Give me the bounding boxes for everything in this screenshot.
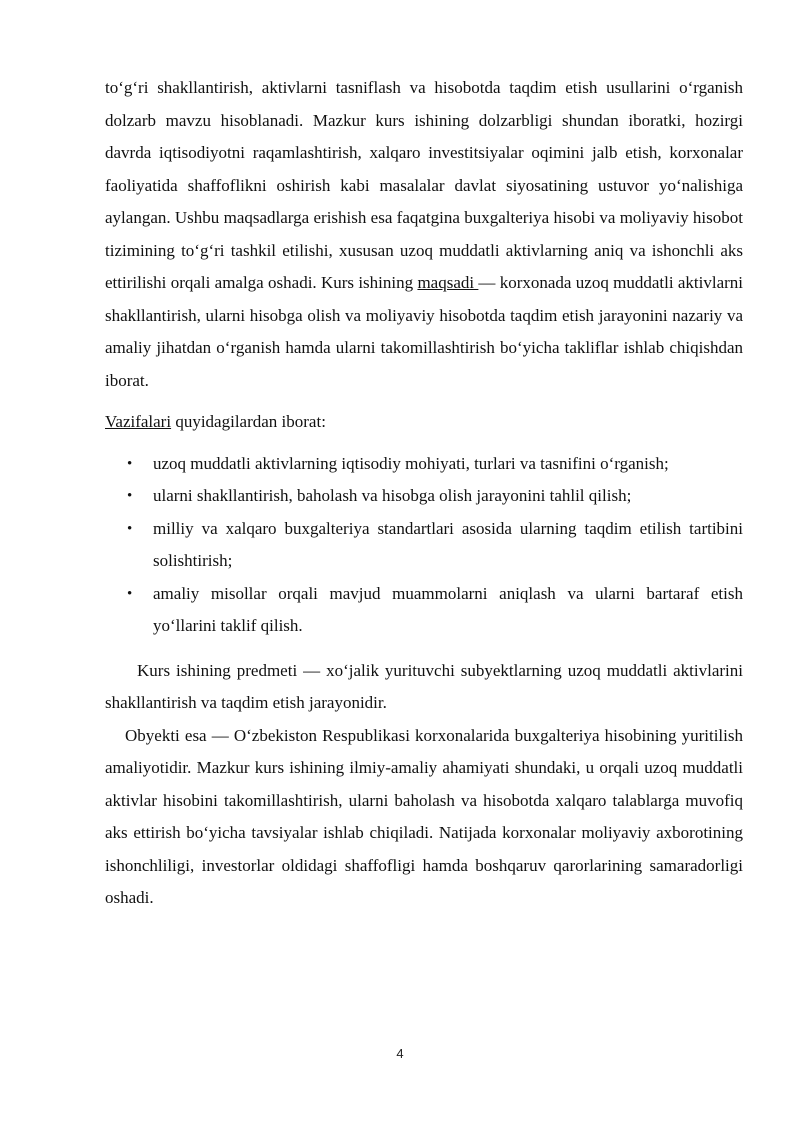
list-item-text: ularni shakllantirish, baholash va hisobga olish jarayonini tahlil qilish; — [153, 486, 632, 505]
goal-word: maqsadi — [417, 273, 479, 292]
list-item-text: milliy va xalqaro buxgalteriya standartlari asosida ularning taqdim etilish tartibini solishtirish; — [153, 518, 743, 570]
bullet-icon: • — [127, 585, 133, 602]
bullet-icon: • — [127, 455, 133, 472]
list-item-text: uzoq muddatli aktivlarning iqtisodiy mohiyati, turlari va tasnifini o‘rganish; — [153, 453, 669, 473]
object-paragraph: Obyekti esa — O‘zbekiston Respublikasi korxonalarida buxgalteriya hisobining yuritilish amaliyotidir. Mazkur kurs ishining ilmiy-amaliy ahamiyati shundaki, u orqali uzoq muddatli aktivlar hisobini takomillashtirish, ularni baholash va hisobotda xalqaro talablarga muvofiq aks ettirish bo‘yicha tavsiyalar ishlab chiqiladi. Natijada korxonalar moliyaviy axborotining ishonchliligi, investorlar oldidagi shaffofligi hamda boshqaruv qarorlarining samaradorligi oshadi. — [105, 725, 743, 907]
page-content — [105, 72, 743, 915]
tasks-heading-rest: quyidagilardan iborat: — [171, 412, 326, 431]
list-item — [105, 480, 743, 513]
intro-text-part2: — korxonada uzoq muddatli aktivlarni shakllantirish, ularni hisobga olish va moliyaviy hisobotda taqdim etish jarayonini nazariy va amaliy jihatdan o‘rganish hamda ularni takomillashtirish bo‘yicha takliflar ishlab chiqishdan iborat. — [105, 273, 744, 390]
tasks-heading-word: Vazifalari — [105, 412, 172, 431]
intro-text-part1: to‘g‘ri shakllantirish, aktivlarni tasniflash va hisobotda taqdim etish usullarini o‘rganish dolzarb mavzu hisoblanadi. Mazkur kurs ishining dolzarbligi shundan iboratki, hozirgi davrda iqtisodiyotni raqamlashtirish, xalqaro investitsiyalar oqimini jalb etish, korxonalar faoliyatida shaffoflikni oshirish kabi masalalar davlat siyosatining ustuvor yo‘nalishiga aylangan. Ushbu maqsadlarga erishish esa faqatgina buxgalteriya hisobi va moliyaviy hisobot tizimining to‘g‘ri tashkil etilishi, xususan uzoq muddatli aktivlarning aniq va ishonchli aks ettirilishi orqali amalga oshadi. Kurs ishining — [105, 78, 743, 292]
bullet-icon: • — [127, 488, 133, 504]
page-number: 4 — [396, 1046, 404, 1061]
intro-paragraph — [105, 72, 743, 397]
bullet-icon: • — [127, 520, 133, 537]
subject-paragraph: Kurs ishining predmeti — xo‘jalik yurituvchi subyektlarning uzoq muddatli aktivlarini shakllantirish va taqdim etish jarayonidir. — [105, 660, 743, 712]
list-item — [105, 513, 743, 578]
list-item — [105, 578, 743, 643]
list-item-text: amaliy misollar orqali mavjud muammolarni aniqlash va ularni bartaraf etish yo‘llarini taklif qilish. — [153, 583, 743, 635]
tasks-list — [105, 448, 743, 643]
tasks-heading — [105, 406, 743, 439]
list-item — [105, 448, 743, 481]
